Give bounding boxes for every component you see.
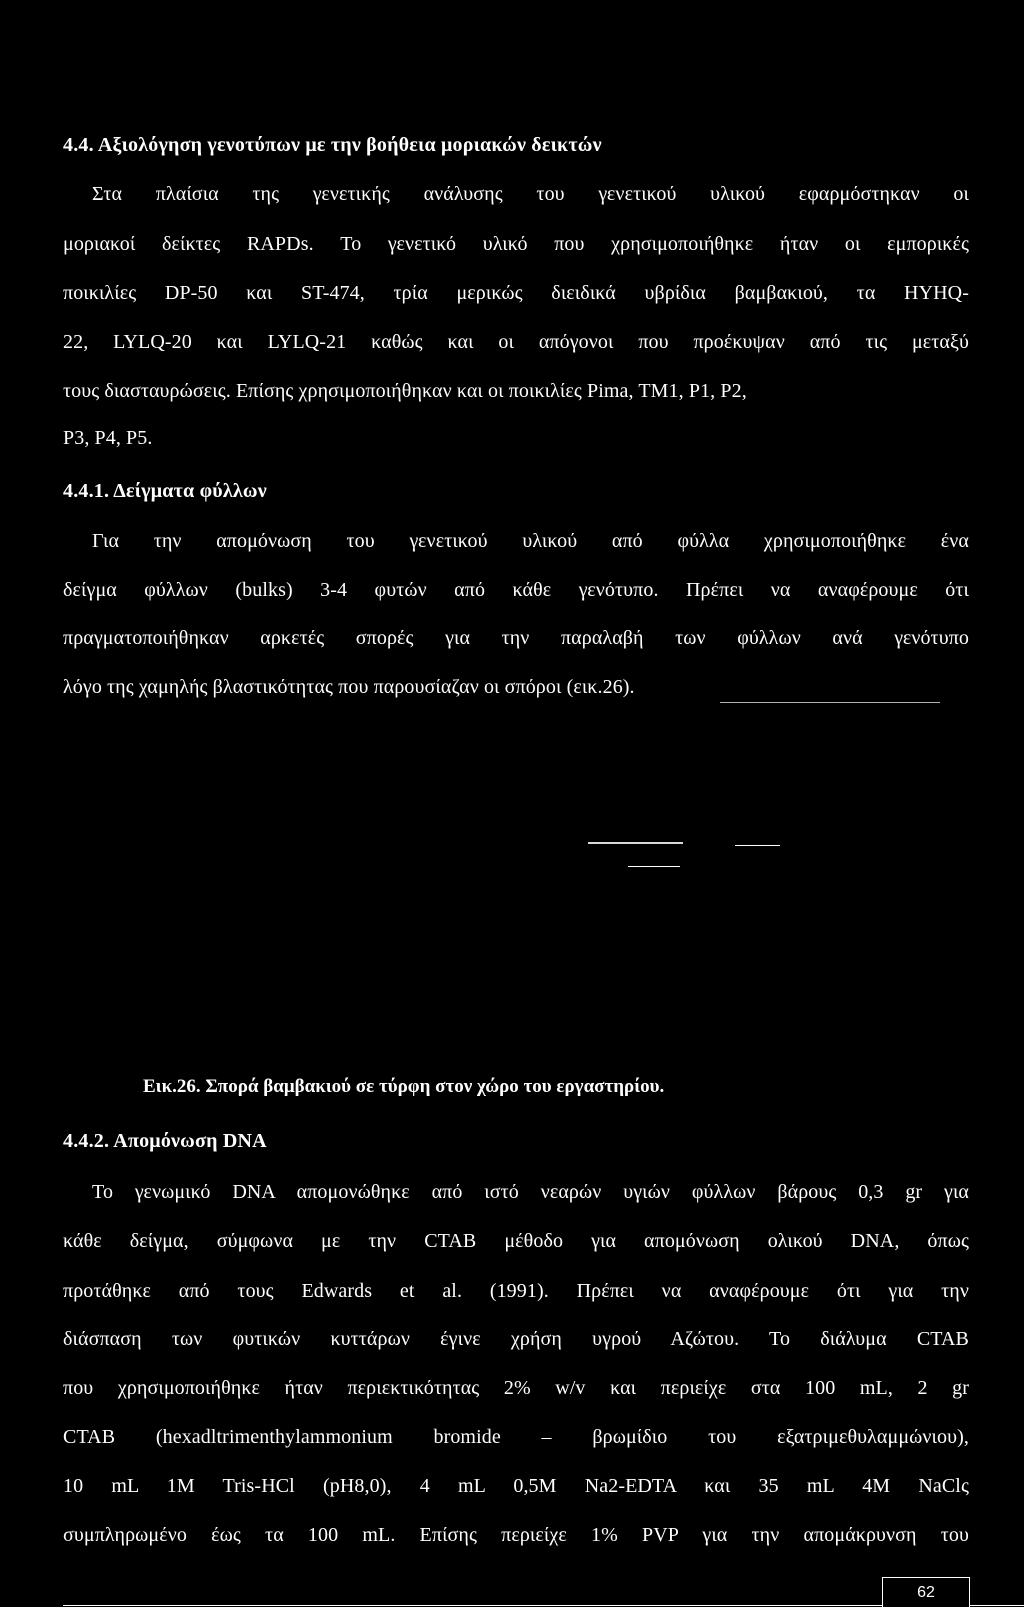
figure-caption: Εικ.26. Σπορά βαμβακιού σε τύρφη στον χώρο του εργαστηρίου. [143,1076,665,1097]
paragraph-line: πραγματοποιήθηκαν αρκετές σπορές για την παραλαβή των φύλλων ανά γενότυπο [63,627,969,649]
paragraph-line: δείγμα φύλλων (bulks) 3-4 φυτών από κάθε γενότυπο. Πρέπει να αναφέρουμε ότι [63,579,969,601]
photo-streak [720,702,940,703]
paragraph-line: λόγο της χαμηλής βλαστικότητας που παρουσίαζαν οι σπόροι (εικ.26). [63,676,635,698]
photo-streak [735,845,780,846]
photo-streak [588,842,683,844]
figure-photo [63,700,969,1060]
paragraph-line: ποικιλίες DP-50 και ST-474, τρία μερικώς διειδικά υβρίδια βαμβακιού, τα HYHQ- [63,282,969,304]
paragraph-line: 10 mL 1M Tris-HCl (pH8,0), 4 mL 0,5M Na2-EDTA και 35 mL 4M NaClς [63,1475,969,1497]
page-number: 62 [882,1577,970,1607]
paragraph-line: που χρησιμοποιήθηκε ήταν περιεκτικότητας 2% w/v και περιείχε στα 100 mL, 2 gr [63,1377,969,1399]
section-heading-4-4-1: 4.4.1. Δείγματα φύλλων [63,480,267,502]
paragraph-line: κάθε δείγμα, σύμφωνα με την CTAB μέθοδο για απομόνωση ολικού DNA, όπως [63,1230,969,1252]
paragraph-line: προτάθηκε από τους Edwards et al. (1991). Πρέπει να αναφέρουμε ότι για την [63,1280,969,1302]
section-heading-4-4: 4.4. Αξιολόγηση γενοτύπων με την βοήθεια μοριακών δεικτών [63,134,602,156]
paragraph-line: CTAB (hexadltrimenthylammonium bromide – βρωμίδιο του εξατριμεθυλαμμώνιου), [63,1426,969,1448]
paragraph-line: διάσπαση των φυτικών κυττάρων έγινε χρήση υγρού Αζώτου. Το διάλυμα CTAB [63,1328,969,1350]
paragraph-line: Το γενωμικό DNA απομονώθηκε από ιστό νεαρών υγιών φύλλων βάρους 0,3 gr για [92,1181,969,1203]
paragraph-line: Για την απομόνωση του γενετικού υλικού από φύλλα χρησιμοποιήθηκε ένα [92,530,969,552]
paragraph-line: μοριακοί δείκτες RAPDs. Το γενετικό υλικό που χρησιμοποιήθηκε ήταν οι εμπορικές [63,233,969,255]
photo-streak [628,866,680,867]
paragraph-line: συμπληρωμένο έως τα 100 mL. Επίσης περιείχε 1% PVP για την απομάκρυνση του [63,1524,969,1546]
paragraph-line: τους διασταυρώσεις. Επίσης χρησιμοποιήθηκαν και οι ποικιλίες Pima, TM1, P1, P2, [63,380,747,402]
paragraph-line: 22, LYLQ-20 και LYLQ-21 καθώς και οι απόγονοι που προέκυψαν από τις μεταξύ [63,331,969,353]
section-heading-4-4-2: 4.4.2. Απομόνωση DNA [63,1130,267,1152]
paragraph-line: Στα πλαίσια της γενετικής ανάλυσης του γενετικού υλικού εφαρμόστηκαν οι [92,183,969,205]
paragraph-line: P3, P4, P5. [63,427,153,449]
